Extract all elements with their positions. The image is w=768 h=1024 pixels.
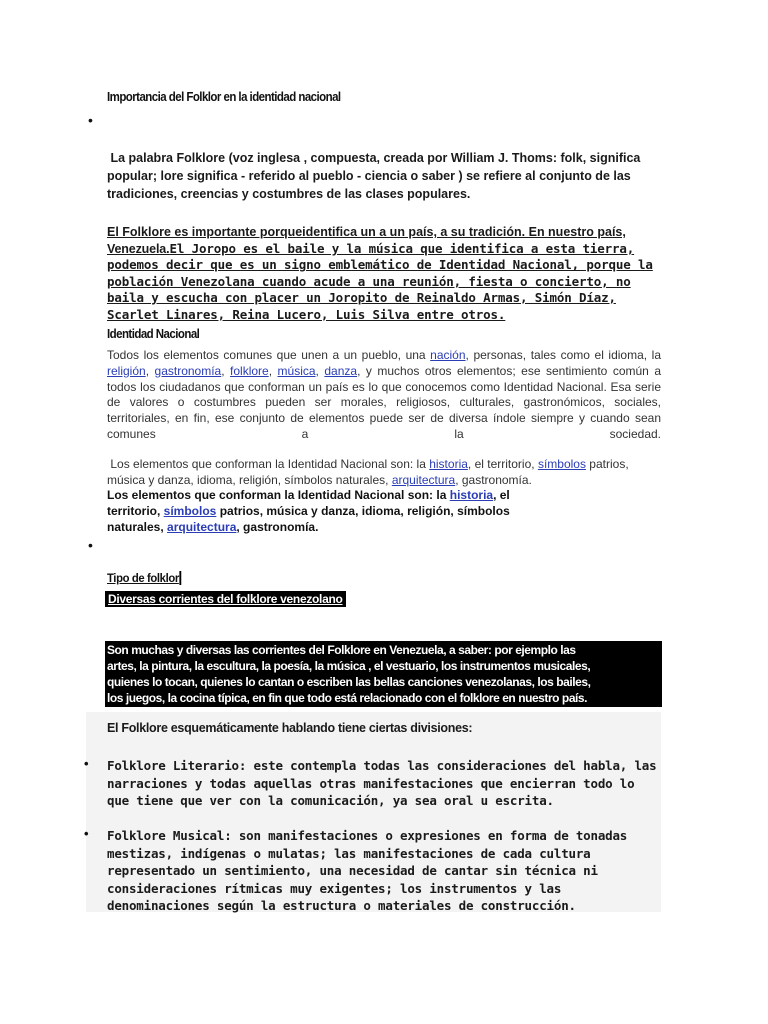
list-bullet: • [88, 537, 93, 553]
text-segment: Los elementos que conforman la Identidad Nacional son: la [110, 457, 430, 471]
text-segment: , y muchos otros elementos; ese sentimiento común a todos los ciudadanos que conforman un país es lo que conocemos como Identidad Nacional. Esa serie de valores o costumbres pueden ser morales, religiosos, culturales, gastronómicos, sociales, territoriales, en fin, ese conjunto de elementos puede ser de diversa índole siempre y cuando sean comunes a la sociedad. [107, 363, 661, 441]
text-segment: Los elementos que conforman la Identidad Nacional son: la [107, 488, 450, 502]
tipo-heading: Tipo de folklor [107, 571, 182, 585]
link-musica[interactable]: música [277, 363, 316, 378]
link-religion[interactable]: religión [107, 363, 146, 378]
link-gastronomia[interactable]: gastronomía [154, 363, 222, 378]
page-title: Importancia del Folklor en la identidad nacional [107, 90, 341, 104]
identidad-paragraph [107, 348, 661, 443]
text-segment: , el territorio, [467, 457, 538, 471]
text-segment: , [315, 363, 325, 378]
importance-lead: Venezuela. [107, 242, 170, 256]
intro-paragraph [107, 149, 652, 203]
elementos-bold-paragraph [107, 488, 547, 535]
link-danza[interactable]: danza [324, 363, 358, 378]
text-segment: , gastronomía. [455, 472, 532, 487]
link-historia[interactable]: historia [429, 457, 468, 471]
text-segment: , [221, 363, 231, 378]
list-bullet: • [88, 112, 93, 128]
text-segment: patrios, música y danza, idioma, religión, símbolos naturales, [107, 503, 510, 534]
elementos-paragraph [107, 457, 667, 489]
link-arquitectura[interactable]: arquitectura [391, 472, 456, 487]
identidad-heading: Identidad Nacional [107, 327, 200, 341]
divisiones-heading: El Folklore esquemáticamente hablando tiene ciertas divisiones: [107, 721, 473, 735]
text-segment: , [268, 363, 278, 378]
text-segment: , el territorio, [107, 488, 510, 518]
intro-text: La palabra Folklore (voz inglesa , compuesta, creada por William J. Thoms: folk, significa popular; lore significa - referido al pueblo - ciencia o saber ) se refiere al conjunto de las tradiciones, creencias y costumbres de las clases populares. [107, 151, 641, 201]
text-segment: , [145, 363, 155, 378]
corrientes-line: los juegos, la cocina típica, en fin que todo está relacionado con el folklore en nuestro país. [107, 691, 588, 705]
list-bullet: • [84, 756, 89, 771]
corrientes-line: quienes lo tocan, quienes lo cantan o escriben las bellas canciones venezolanas, los bailes, [107, 675, 591, 689]
importance-rest: El Joropo es el baile y la música que identifica a esta tierra, podemos decir que es un signo emblemático de Identidad Nacional, porque la población Venezolana cuando acude a una reunión, fiesta o concierto, no baila y escucha con placer un Joropito de Reinaldo Armas, Simón Díaz, Scarlet Linares, Reina Lucero, Luis Silva entre otros. [107, 241, 653, 322]
importance-paragraph [107, 241, 667, 323]
text-segment: patrios, música y danza, idioma, religión, símbolos naturales, [107, 457, 629, 487]
text-segment: Todos los elementos comunes que unen a un pueblo, una [107, 348, 431, 362]
link-arquitectura-bold[interactable]: arquitectura [167, 519, 237, 534]
link-historia-bold[interactable]: historia [449, 488, 494, 502]
corrientes-paragraph [105, 641, 662, 707]
list-bullet: • [84, 826, 89, 841]
corrientes-line: artes, la pintura, la escultura, la poesía, la música , el vestuario, los instrumentos musicales, [107, 659, 591, 673]
corrientes-line: Son muchas y diversas las corrientes del Folklore en Venezuela, a saber: por ejemplo las [107, 643, 576, 657]
link-nacion[interactable]: nación [430, 348, 466, 362]
text-segment: , gastronomía. [236, 519, 319, 534]
link-folklore[interactable]: folklore [230, 363, 269, 378]
link-simbolos-bold[interactable]: símbolos [163, 503, 217, 518]
importance-line-1: El Folklore es importante porqueidentifica un a un país, a su tradición. En nuestro país, [107, 225, 626, 239]
division-literario: Folklore Literario: este contempla todas las consideraciones del habla, las narraciones y todas aquellas otras manifestaciones que encierran todo lo que tiene que ver con la comunicación, ya sea oral u escrita. [107, 758, 657, 809]
division-musical: Folklore Musical: son manifestaciones o expresiones en forma de tonadas mestizas, indígenas o mulatas; las manifestaciones de cada cultura representado un sentimiento, una necesidad de cantar sin técnica ni consideraciones rítmicas muy exigentes; los instrumentos y las denominaciones según la estructura o materiales de construcción. [107, 828, 628, 914]
corrientes-heading: Diversas corrientes del folklore venezolano [105, 591, 346, 607]
text-segment: , personas, tales como el idioma, la [465, 348, 662, 362]
link-simbolos[interactable]: símbolos [537, 457, 586, 471]
